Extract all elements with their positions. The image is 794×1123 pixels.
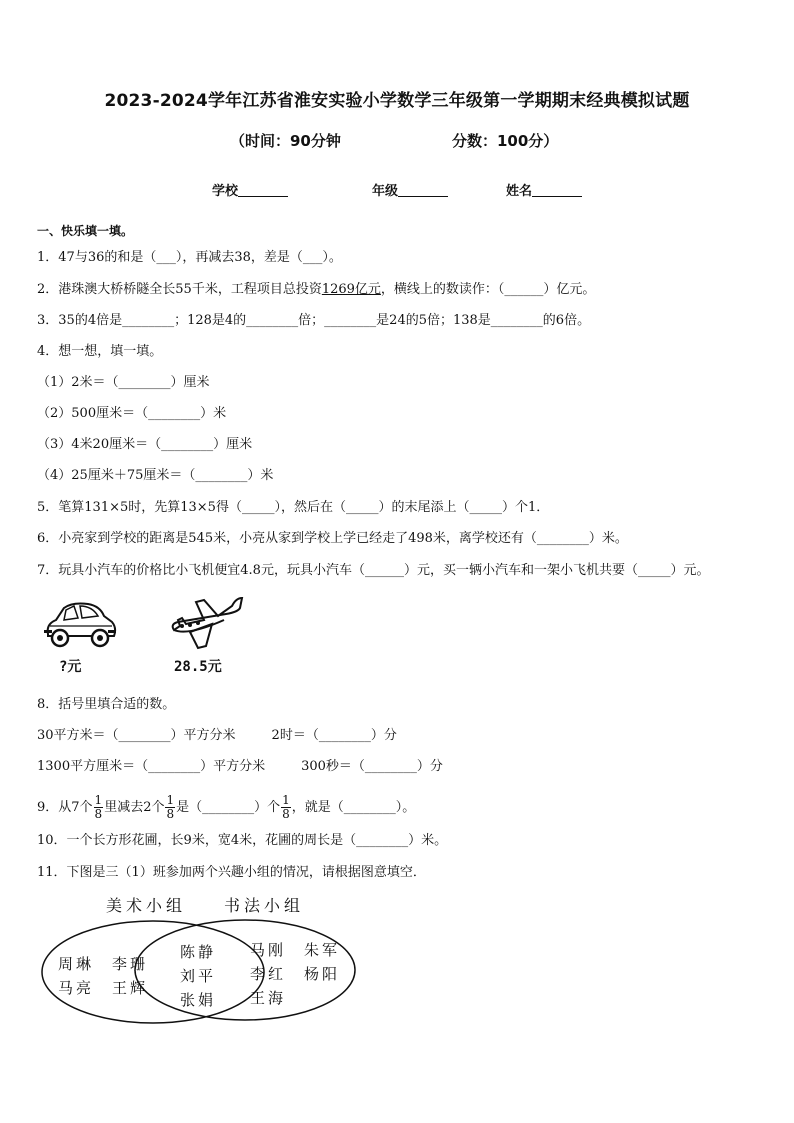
toy-car-image — [42, 600, 118, 650]
school-field: 学校 — [212, 180, 288, 199]
question-3: 3．35的4倍是________；128是4的________倍；________是24的5倍；138是________的6倍。 — [37, 313, 591, 328]
question-8-row: 1300平方厘米＝（________）平方分米 300秒＝（________）分 — [37, 759, 443, 774]
plane-price-caption: 28.5元 — [174, 659, 222, 675]
fraction-one-eighth: $\frac{1}{8}$ — [94, 793, 103, 821]
name-field: 姓名 — [506, 180, 582, 199]
section-heading: 一、快乐填一填。 — [37, 224, 134, 238]
question-8: 8．括号里填合适的数。 — [37, 697, 176, 712]
name-blank[interactable] — [532, 182, 582, 197]
question-11: 11．下图是三（1）班参加两个兴趣小组的情况，请根据图意填空． — [37, 865, 426, 880]
venn-right-label: 书法小组 — [224, 896, 305, 915]
question-1: 1．47与36的和是（___），再减去38，差是（___）。 — [37, 250, 342, 265]
exam-info — [0, 130, 794, 152]
question-4-item: （3）4米20厘米＝（________）厘米 — [37, 437, 253, 452]
venn-left-only: 周琳 李珊 马亮 王辉 — [58, 955, 149, 997]
exam-time: （时间：90分钟 — [230, 132, 341, 150]
venn-both: 陈静 刘平 张娟 — [180, 943, 217, 1009]
fraction-one-eighth: $\frac{1}{8}$ — [166, 793, 175, 821]
venn-left-label: 美术小组 — [106, 896, 187, 915]
school-blank[interactable] — [238, 182, 288, 197]
fraction-one-eighth: $\frac{1}{8}$ — [282, 793, 290, 821]
underlined-number: 1269亿元 — [321, 282, 381, 297]
exam-score: 分数：100分） — [452, 132, 559, 150]
question-6: 6．小亮家到学校的距离是545米，小亮从家到学校上学已经走了498米，离学校还有（________）米。 — [37, 531, 628, 546]
question-4-item: （1）2米＝（________）厘米 — [37, 375, 210, 390]
venn-right-only: 马刚 朱军 李红 杨阳 王海 — [250, 941, 341, 1007]
page-title: 2023-2024学年江苏省淮安实验小学数学三年级第一学期期末经典模拟试题 — [104, 91, 690, 111]
question-4-item: （4）25厘米＋75厘米＝（________）米 — [37, 468, 274, 483]
question-5: 5．笔算131×5时，先算13×5得（_____），然后在（_____）的末尾添上（_____）个1． — [37, 500, 550, 515]
question-4: 4．想一想，填一填。 — [37, 344, 163, 359]
car-price-caption: ?元 — [59, 659, 82, 675]
grade-field: 年级 — [372, 180, 448, 199]
question-8-row: 30平方米＝（________）平方分米 2时＝（________）分 — [37, 728, 397, 743]
toy-plane-image — [168, 594, 244, 652]
question-4-item: （2）500厘米＝（________）米 — [37, 406, 227, 421]
grade-blank[interactable] — [398, 182, 448, 197]
question-7: 7．玩具小汽车的价格比小飞机便宜4.8元，玩具小汽车（______）元，买一辆小汽车和一架小飞机共要（_____）元。 — [37, 563, 710, 578]
question-10: 10．一个长方形花圃，长9米，宽4米，花圃的周长是（________）米。 — [37, 833, 448, 848]
question-2: 2．港珠澳大桥桥隧全长55千米，工程项目总投资1269亿元，横线上的数读作：（______）亿元。 — [37, 282, 596, 297]
question-9: 9．从7个 $\frac{1}{8}$ 里减去2个 $\frac{1}{8}$ 是（________）个 $\frac{1}{8}$ ，就是（________）。 — [37, 793, 416, 821]
